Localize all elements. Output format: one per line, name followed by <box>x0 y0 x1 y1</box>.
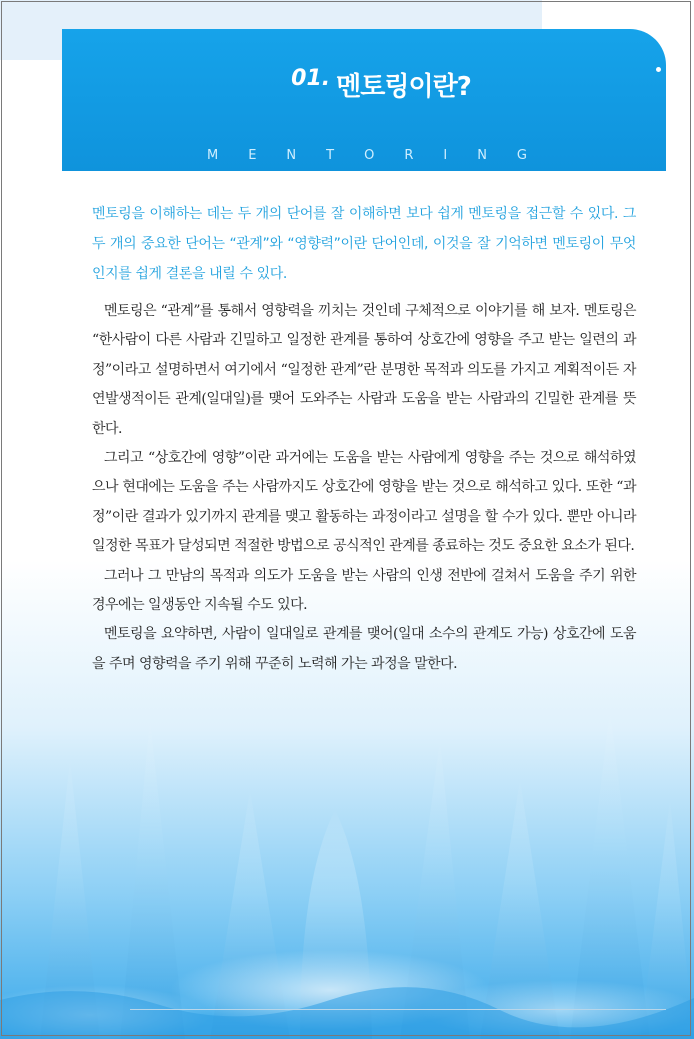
section-number: 01. <box>291 66 331 91</box>
section-subtitle: MENTORING <box>207 148 557 163</box>
body-paragraph-1: 멘토링은 “관계”를 통해서 영향력을 끼치는 것인데 구체적으로 이야기를 해 보자. 멘토링은 “한사람이 다른 사람과 긴밀하고 일정한 관계를 통하여 상호간에 영향을 주고 받는 일련의 과정”이라고 설명하면서 여기에서 “일정한 관계”란 분명한 목적과 의도를 가지고 계획적이든 자연발생적이든 관계(일대일)를 맺어 도와주는 사람과 도움을 받는 사람과의 긴밀한 관계를 뜻한다. <box>92 303 636 437</box>
page-title <box>0 66 694 103</box>
body-paragraph-2: 그리고 “상호간에 영향”이란 과거에는 도움을 받는 사람에게 영향을 주는 것으로 해석하였으나 현대에는 도움을 주는 사람까지도 상호간에 영향을 받는 것으로 해석하고 있다. 또한 “과정”이란 결과가 있기까지 관계를 맺고 활동하는 과정이라고 설명을 할 수가 있다. 뿐만 아니라 일정한 목표가 달성되면 적절한 방법으로 공식적인 관계를 종료하는 것도 중요한 요소가 된다. <box>92 450 636 555</box>
body-text <box>92 297 636 679</box>
intro-paragraph: 멘토링을 이해하는 데는 두 개의 단어를 잘 이해하면 보다 쉽게 멘토링을 접근할 수 있다. 그 두 개의 중요한 단어는 “관계”와 “영향력”이란 단어인데, 이것을 잘 기억하면 멘토링이 무엇인지를 쉽게 결론을 내릴 수 있다. <box>92 206 636 282</box>
body-paragraph-4: 멘토링을 요약하면, 사람이 일대일로 관계를 맺어(일대 소수의 관계도 가능) 상호간에 도움을 주며 영향력을 주기 위해 꾸준히 노력해 가는 과정을 말한다. <box>92 626 636 672</box>
section-title: 멘토링이란? <box>336 72 471 102</box>
body-paragraph-3: 그러나 그 만남의 목적과 의도가 도움을 받는 사람의 인생 전반에 걸쳐서 도움을 주기 위한 경우에는 일생동안 지속될 수도 있다. <box>92 567 636 614</box>
bottom-rule <box>130 1009 666 1010</box>
